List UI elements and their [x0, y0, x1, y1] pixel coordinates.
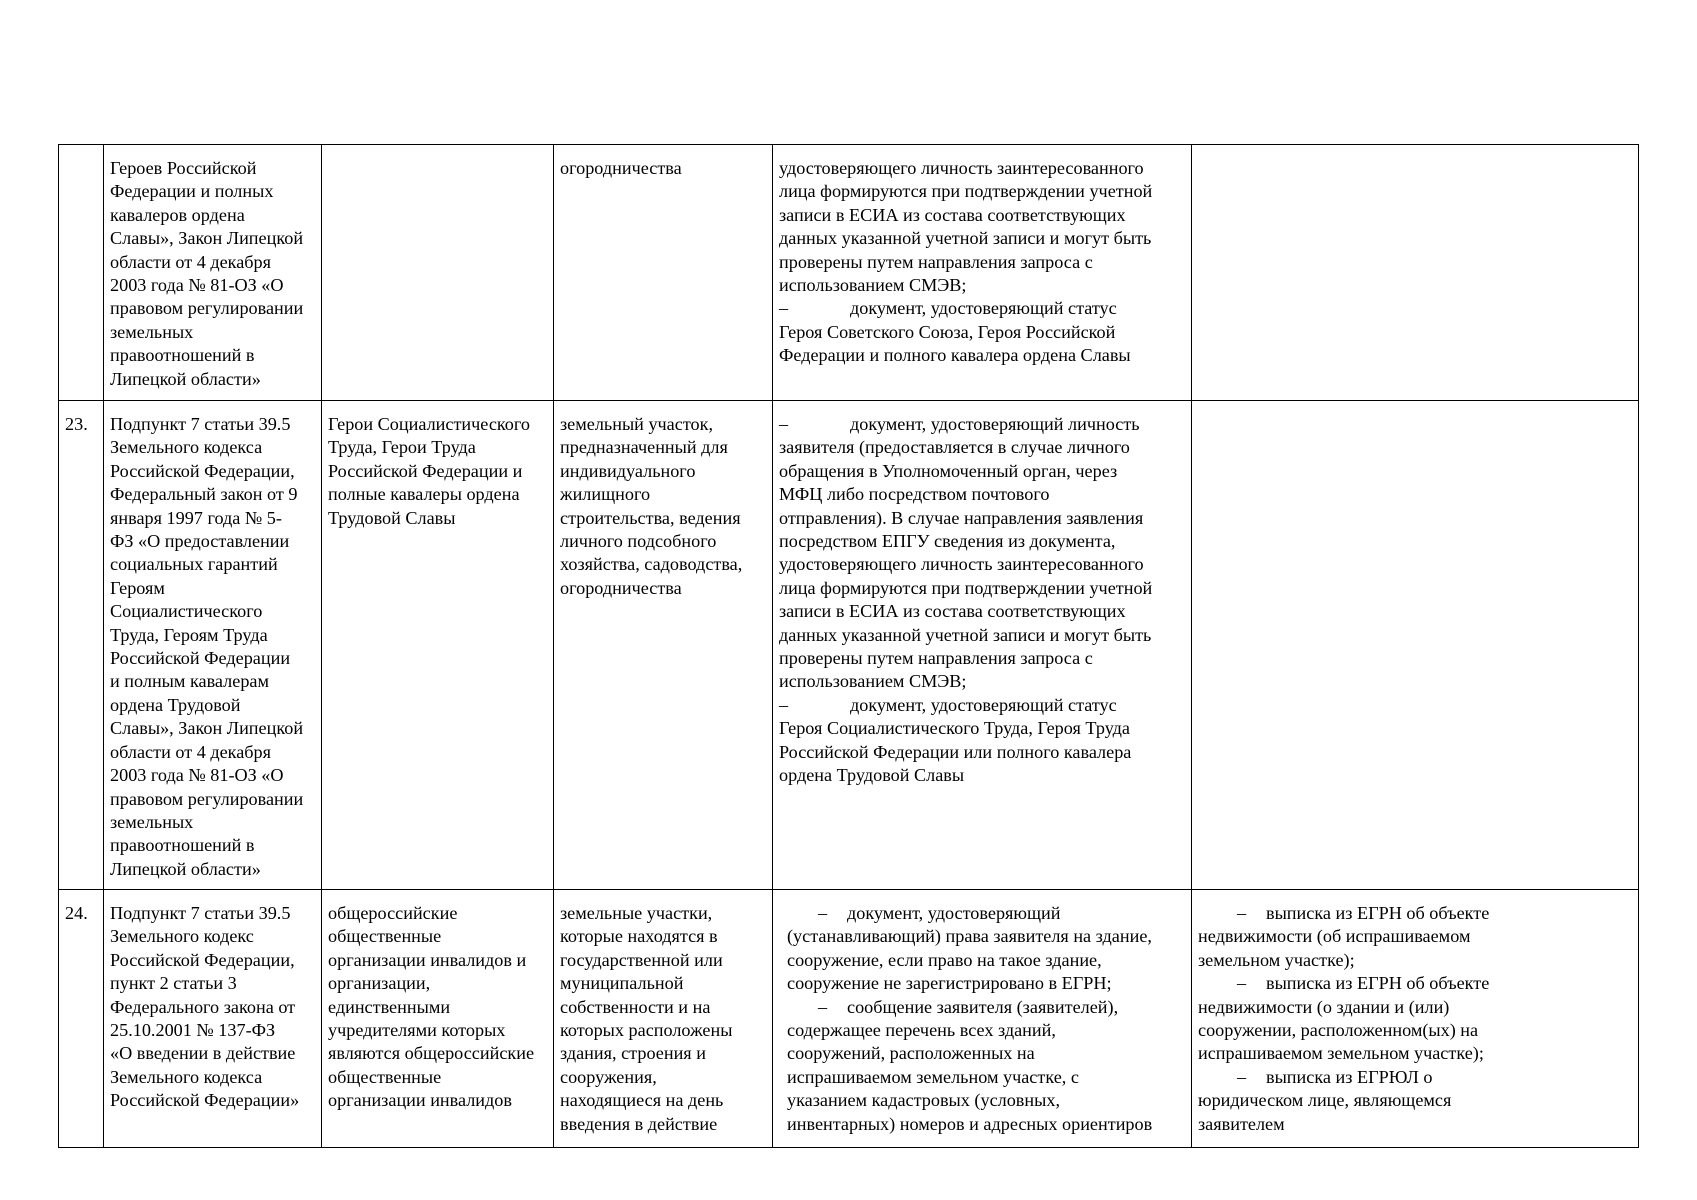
text-line: огородничества [560, 158, 682, 178]
land-plot-cell [554, 145, 773, 401]
required-documents-cell [773, 145, 1192, 401]
text-line: собственности и на [560, 996, 711, 1017]
list-dash: – [1237, 973, 1247, 994]
text-line: Федерации и полных [110, 181, 274, 202]
legal-basis-cell [104, 890, 322, 1148]
list-item-text: испрашиваемом земельном участке, с [787, 1066, 1079, 1087]
text-line: учредителями которых [328, 1020, 506, 1041]
list-dash: – [818, 903, 828, 923]
applicant-category-cell [322, 145, 554, 401]
list-item-line [779, 436, 1185, 459]
text-line: муниципальной [560, 973, 684, 994]
list-item-line [779, 204, 1185, 227]
text-line: организации, [328, 973, 431, 994]
list-item-text: Российской Федерации или полного кавалера [779, 741, 1132, 762]
list-item-line [779, 553, 1185, 576]
list-item-line [1198, 1042, 1632, 1065]
required-documents-cell [773, 401, 1192, 890]
list-dash: – [1237, 1066, 1247, 1087]
list-item-line [779, 530, 1185, 553]
text-line: Российской Федерации, [110, 460, 295, 481]
list-item-text: МФЦ либо посредством почтового [779, 484, 1050, 505]
row-number: 24. [65, 903, 88, 923]
list-item-text: удостоверяющего личность заинтересованного [779, 554, 1144, 575]
list-item-line [1198, 925, 1632, 948]
list-item-line [779, 157, 1185, 180]
row-number-cell [59, 145, 104, 401]
text-line: ФЗ «О предоставлении [110, 531, 290, 552]
table-row [59, 890, 1639, 1148]
text-line: земельных [110, 321, 194, 342]
list-item-line [779, 717, 1185, 740]
list-item-text: недвижимости (о здании и (или) [1198, 996, 1450, 1017]
list-item-line [1198, 949, 1632, 972]
list-item-text: записи в ЕСИА из состава соответствующих [779, 601, 1126, 622]
list-item-text: обращения в Уполномоченный орган, через [779, 460, 1118, 481]
list-item-text: Героя Советского Союза, Героя Российской [779, 321, 1116, 342]
text-line: строительства, ведения [560, 507, 741, 528]
list-item-line [779, 483, 1185, 506]
list-item-text: недвижимости (об испрашиваемом [1198, 926, 1471, 947]
list-item-line [779, 297, 1185, 320]
legal-basis-cell [104, 401, 322, 890]
list-item-text: испрашиваемом земельном участке); [1198, 1043, 1484, 1064]
list-item-text: лица формируются при подтверждении учетной [779, 577, 1153, 598]
list-item-line [1198, 1019, 1632, 1042]
document-table [58, 144, 1639, 1148]
text-line: ордена Трудовой [110, 694, 241, 715]
text-line: организации инвалидов [328, 1090, 512, 1111]
list-item-text: заявителя (предоставляется в случае личного [779, 437, 1130, 458]
text-line: области от 4 декабря [110, 741, 272, 762]
list-item-line [779, 647, 1185, 670]
list-item-line [779, 507, 1185, 530]
list-item-text: сооружении, расположенном(ых) на [1198, 1020, 1479, 1041]
text-line: Славы», Закон Липецкой [110, 228, 304, 249]
list-item-text: заявителем [1198, 1113, 1285, 1134]
table-row [59, 145, 1639, 401]
row-number-cell [59, 401, 104, 890]
text-line: сооружения, [560, 1066, 657, 1087]
list-item-text: сооружений, расположенных на [787, 1043, 1035, 1064]
text-line: общественные [328, 1066, 442, 1087]
list-item-line [779, 741, 1185, 764]
list-item-line [1198, 1066, 1632, 1089]
list-item-line [779, 925, 1185, 948]
list-item-text: проверены путем направления запроса с [779, 251, 1093, 272]
list-item-text: документ, удостоверяющий статус [850, 694, 1117, 715]
list-item-text: сооружение не зарегистрировано в ЕГРН; [787, 973, 1112, 994]
table-row [59, 401, 1639, 890]
list-dash: – [818, 996, 828, 1017]
row-number-cell [59, 890, 104, 1148]
list-item-line [779, 251, 1185, 274]
text-line: Липецкой области» [110, 368, 261, 389]
list-item-line [779, 1042, 1185, 1065]
list-item-line [1198, 996, 1632, 1019]
text-line: индивидуального [560, 460, 696, 481]
list-item-text: Федерации и полного кавалера ордена Славы [779, 345, 1131, 366]
list-dash: – [779, 414, 789, 434]
list-item-line [779, 460, 1185, 483]
applicant-category-cell [322, 401, 554, 890]
text-line: Российской Федерации и [328, 460, 523, 481]
legal-basis-cell [104, 145, 322, 401]
list-item-line [779, 764, 1185, 787]
text-line: января 1997 года № 5- [110, 507, 282, 528]
text-line: Социалистического [110, 601, 263, 622]
text-line: правовом регулировании [110, 298, 304, 319]
list-item-line [779, 577, 1185, 600]
text-line: являются общероссийские [328, 1043, 535, 1064]
list-item-line [779, 972, 1185, 995]
text-line: Труда, Героям Труда [110, 624, 268, 645]
text-line: организации инвалидов и [328, 949, 527, 970]
table-body [59, 145, 1639, 1148]
list-item-line [779, 180, 1185, 203]
text-line: жилищного [560, 484, 651, 505]
list-item-text: ордена Трудовой Славы [779, 765, 965, 786]
list-item-text: отправления). В случае направления заявления [779, 507, 1144, 528]
text-line: Федеральный закон от 9 [110, 484, 298, 505]
list-item-text: выписка из ЕГРЮЛ о [1266, 1066, 1433, 1087]
text-line: огородничества [560, 577, 682, 598]
list-item-line [779, 1019, 1185, 1042]
list-item-text: документ, удостоверяющий статус [850, 298, 1117, 319]
text-line: находящиеся на день [560, 1090, 724, 1111]
text-line: которых расположены [560, 1020, 733, 1041]
text-line: Российской Федерации [110, 648, 291, 669]
text-line: 2003 года № 81-ОЗ «О [110, 765, 284, 786]
list-item-line [779, 321, 1185, 344]
list-item-line [779, 600, 1185, 623]
row-number: 23. [65, 414, 88, 434]
list-item-text: содержащее перечень всех зданий, [787, 1020, 1056, 1041]
list-item-text: данных указанной учетной записи и могут быть [779, 624, 1152, 645]
list-item-text: удостоверяющего личность заинтересованного [779, 158, 1144, 178]
text-line: пункт 2 статьи 3 [110, 973, 237, 994]
land-plot-cell [554, 890, 773, 1148]
text-line: области от 4 декабря [110, 251, 272, 272]
list-item-line [779, 694, 1185, 717]
list-item-text: записи в ЕСИА из состава соответствующих [779, 204, 1126, 225]
text-line: здания, строения и [560, 1043, 706, 1064]
text-line: государственной или [560, 949, 723, 970]
list-item-text: документ, удостоверяющий личность [850, 414, 1140, 434]
required-documents-cell [773, 890, 1192, 1148]
list-dash: – [779, 298, 789, 319]
list-item-line [779, 670, 1185, 693]
list-item-text: инвентарных) номеров и адресных ориентиров [787, 1113, 1153, 1134]
text-line: Липецкой области» [110, 858, 261, 879]
text-line: общественные [328, 926, 442, 947]
list-item-text: земельном участке); [1198, 949, 1355, 970]
text-line: Земельного кодекса [110, 1066, 263, 1087]
list-item-line [1198, 1089, 1632, 1112]
list-item-text: использованием СМЭВ; [779, 671, 967, 692]
text-line: и полным кавалерам [110, 671, 269, 692]
text-line: земельные участки, [560, 903, 713, 923]
list-dash: – [1237, 903, 1247, 923]
list-item-text: (устанавливающий) права заявителя на здание, [787, 926, 1152, 947]
list-item-text: сооружение, если право на такое здание, [787, 949, 1102, 970]
list-item-text: использованием СМЭВ; [779, 275, 967, 296]
text-line: Герои Социалистического [328, 414, 531, 434]
list-item-text: указанием кадастровых (условных, [787, 1090, 1060, 1111]
text-line: Федерального закона от [110, 996, 296, 1017]
applicant-category-cell [322, 890, 554, 1148]
text-line: хозяйства, садоводства, [560, 554, 743, 575]
text-line: кавалеров ордена [110, 204, 245, 225]
list-item-text: посредством ЕПГУ сведения из документа, [779, 531, 1116, 552]
text-line: Земельного кодекс [110, 926, 254, 947]
list-item-text: проверены путем направления запроса с [779, 648, 1093, 669]
list-item-text: выписка из ЕГРН об объекте [1266, 903, 1490, 923]
requested-documents-cell [1192, 890, 1639, 1148]
text-line: правоотношений в [110, 345, 255, 366]
list-item-text: выписка из ЕГРН об объекте [1266, 973, 1490, 994]
list-item-text: лица формируются при подтверждении учетной [779, 181, 1153, 202]
land-plot-cell [554, 401, 773, 890]
list-item-line [779, 274, 1185, 297]
text-line: единственными [328, 996, 451, 1017]
list-item-text: юридическом лице, являющемся [1198, 1090, 1452, 1111]
text-line: Российской Федерации» [110, 1090, 300, 1111]
text-line: 2003 года № 81-ОЗ «О [110, 275, 284, 296]
text-line: земельный участок, [560, 414, 714, 434]
list-item-line [779, 1066, 1185, 1089]
list-item-text: сообщение заявителя (заявителей), [847, 996, 1119, 1017]
text-line: Труда, Герои Труда [328, 437, 476, 458]
text-line: социальных гарантий [110, 554, 278, 575]
list-item-line [779, 902, 1185, 925]
text-line: полные кавалеры ордена [328, 484, 520, 505]
text-line: Славы», Закон Липецкой [110, 718, 304, 739]
text-line: Героев Российской [110, 158, 257, 178]
text-line: 25.10.2001 № 137-ФЗ [110, 1020, 276, 1041]
list-item-text: данных указанной учетной записи и могут быть [779, 228, 1152, 249]
text-line: правоотношений в [110, 835, 255, 856]
text-line: введения в действие [560, 1113, 718, 1134]
text-line: Российской Федерации, [110, 949, 295, 970]
list-item-line [779, 1113, 1185, 1136]
list-dash: – [779, 694, 789, 715]
list-item-line [1198, 1113, 1632, 1136]
text-line: Трудовой Славы [328, 507, 456, 528]
text-line: Подпункт 7 статьи 39.5 [110, 414, 291, 434]
text-line: Героям [110, 577, 165, 598]
text-line: Подпункт 7 статьи 39.5 [110, 903, 291, 923]
list-item-line [779, 227, 1185, 250]
text-line: правовом регулировании [110, 788, 304, 809]
text-line: общероссийские [328, 903, 458, 923]
list-item-line [779, 1089, 1185, 1112]
list-item-text: Героя Социалистического Труда, Героя Труда [779, 718, 1130, 739]
list-item-line [779, 344, 1185, 367]
requested-documents-cell [1192, 145, 1639, 401]
list-item-line [779, 996, 1185, 1019]
list-item-text: документ, удостоверяющий [847, 903, 1061, 923]
text-line: предназначенный для [560, 437, 728, 458]
list-item-line [779, 624, 1185, 647]
text-line: которые находятся в [560, 926, 718, 947]
text-line: Земельного кодекса [110, 437, 263, 458]
list-item-line [1198, 902, 1632, 925]
list-item-line [779, 949, 1185, 972]
text-line: «О введении в действие [110, 1043, 296, 1064]
text-line: личного подсобного [560, 531, 717, 552]
requested-documents-cell [1192, 401, 1639, 890]
list-item-line [1198, 972, 1632, 995]
text-line: земельных [110, 811, 194, 832]
list-item-line [779, 413, 1185, 436]
